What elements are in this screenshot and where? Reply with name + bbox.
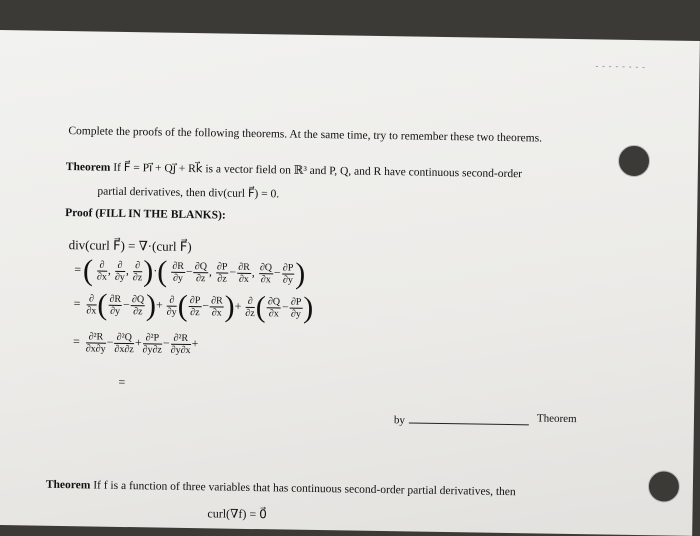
proof-step-4: = bbox=[118, 374, 126, 390]
proof-step-1: =( $\frac{\partial}{\partial x}$ , $\frac{\partial}{\partial y}$ , $\frac{\partial}{\partial z}$ )·( $\frac{\partial R}{\partial y}$ − $\frac{\partial Q}{\partial z}$ , $\frac{\partial P}{\partial z}$ − $\frac{\partial R}{\partial x}$ , $\frac{\partial Q}{\partial x}$ − $\frac{\partial P}{\partial y}$ ) bbox=[74, 253, 306, 291]
proof-heading: Proof (FILL IN THE BLANKS): bbox=[65, 207, 226, 222]
theorem2-label: Theorem bbox=[45, 478, 91, 492]
theorem1-line2: partial derivatives, then div(curl F⃗) = 0. bbox=[97, 185, 280, 201]
by-line bbox=[394, 414, 529, 428]
theorem1-text: If F⃗ = Pi⃗ + Qj⃗ + Rk⃗ is a vector field on ℝ³ and P, Q, and R have continuous second-order bbox=[113, 161, 523, 181]
punch-hole-top bbox=[618, 145, 650, 177]
punch-hole-bottom bbox=[648, 470, 680, 502]
theorem1-label: Theorem bbox=[65, 161, 111, 174]
theorem1-line1 bbox=[66, 159, 522, 180]
theorem2-line2: curl(∇f) = 0⃗ bbox=[207, 506, 267, 522]
theorem2-text: If f is a function of three variables that has continuous second-order partial derivatives, then bbox=[93, 479, 516, 499]
blank-line[interactable] bbox=[409, 421, 529, 425]
instructions: Complete the proofs of the following theorems. At the same time, try to remember these two theorems. bbox=[68, 125, 543, 145]
proof-line-div-curl: div(curl F⃗) = ∇·(curl F⃗) bbox=[68, 237, 192, 255]
proof-step-3: = $\frac{\text{∂²R}}{\partial x\partial y}$ − $\frac{\text{∂²Q}}{\partial x\partial z}$ + $\frac{\text{∂²P}}{\partial y\partial z}$ − $\frac{\text{∂²R}}{\partial y\partial x}$ + bbox=[73, 331, 199, 357]
corner-mark: - - - - - - - - bbox=[595, 61, 646, 72]
proof-step-2: = $\frac{\partial}{\partial x}$ ( $\frac{\partial R}{\partial y}$ − $\frac{\partial Q}{\partial z}$ )+ $\frac{\partial}{\partial y}$ ( $\frac{\partial P}{\partial z}$ − $\frac{\partial R}{\partial x}$ )+ $\frac{\partial}{\partial z}$ ( $\frac{\partial Q}{\partial x}$ − $\frac{\partial P}{\partial y}$ ) bbox=[73, 288, 314, 325]
by-label: by bbox=[393, 414, 406, 427]
theorem2-line1 bbox=[46, 479, 516, 498]
worksheet-page bbox=[0, 30, 700, 536]
by-theorem-label: Theorem bbox=[536, 412, 577, 426]
